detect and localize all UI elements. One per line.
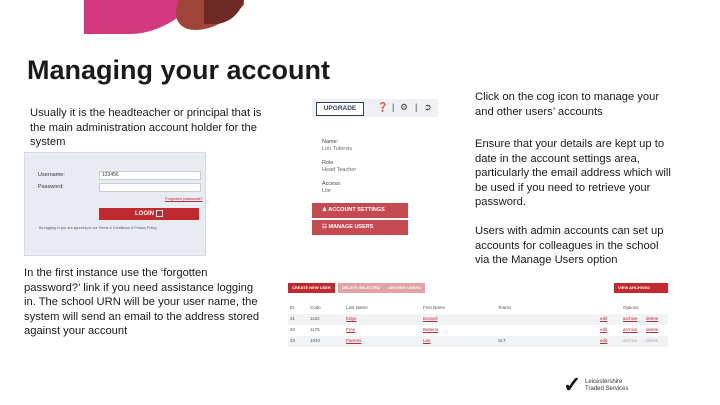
decorative-corner-art: [84, 0, 244, 34]
details-instruction-text: Ensure that your details are kept up to date in the account settings area, particularly the email address which will be used if you need to retrieve your password.: [475, 138, 671, 208]
manage-users-button[interactable]: ☷ MANAGE USERS: [312, 220, 408, 235]
password-label: Password:: [38, 184, 64, 190]
dark-shape: [204, 0, 244, 24]
edit-link[interactable]: edit: [600, 316, 608, 321]
view-archived-button[interactable]: VIEW ARCHIVED USERS: [614, 283, 668, 293]
upgrade-button[interactable]: UPGRADE: [316, 102, 364, 116]
col-header: Teams: [498, 305, 512, 310]
table-row: 31 1162 Edge Bossell edit archive delete: [288, 314, 668, 325]
name-value: Lou Tutorvis: [322, 146, 352, 152]
delete-link[interactable]: delete: [646, 327, 659, 332]
account-menu-screenshot: [312, 99, 440, 239]
col-header[interactable]: Code: [310, 305, 321, 310]
delete-selected-button[interactable]: DELETE SELECTED: [338, 283, 384, 293]
login-button-label: LOGIN: [135, 211, 154, 217]
help-icon[interactable]: ❓: [377, 102, 389, 112]
tick-icon: ✓: [563, 372, 582, 397]
table-row: 33 1040 Parents Lee SLT edit archive delete: [288, 336, 668, 347]
role-value: Head Teacher: [322, 167, 357, 173]
account-settings-button[interactable]: ♟ ACCOUNT SETTINGS: [312, 203, 408, 218]
account-settings-label: ACCOUNT SETTINGS: [328, 207, 385, 213]
table-row: 32 1175 Free Belteria edit archive delete: [290, 327, 659, 332]
create-user-button[interactable]: CREATE NEW USER: [288, 283, 335, 293]
leicestershire-logo: [563, 374, 663, 396]
col-header[interactable]: Last Name: [346, 305, 368, 310]
divider: |: [392, 102, 395, 112]
archive-users-button[interactable]: ARCHIVE USERS: [384, 283, 425, 293]
admin-instruction-text: Users with admin accounts can set up accounts for colleagues in the school via the Manage Users option: [475, 225, 664, 266]
cog-instruction-text: Click on the cog icon to manage your and other users’ accounts: [475, 91, 660, 118]
intro-text: Usually it is the headteacher or principal that is the main administration account holder for the system: [30, 107, 262, 148]
logo-line-1: Leicestershire: [585, 379, 623, 385]
login-button[interactable]: [99, 208, 199, 220]
delete-link[interactable]: delete: [646, 338, 659, 343]
archive-link[interactable]: archive: [623, 327, 638, 332]
access-value: Lite: [322, 188, 331, 194]
access-label: Access:: [322, 181, 342, 187]
account-topbar: [312, 99, 438, 117]
col-header: ID: [290, 305, 295, 310]
divider: |: [415, 102, 418, 112]
username-label: Username:: [38, 172, 65, 178]
cog-icon[interactable]: ⚙: [400, 102, 409, 112]
delete-link[interactable]: delete: [646, 316, 659, 321]
login-icon: [156, 210, 163, 217]
archive-link[interactable]: archive: [623, 338, 638, 343]
first-instance-text: In the first instance use the ‘forgotten password?’ link if you need assistance logging in. The school URN will be your user name, the system will send an email to the address stored against your account: [24, 267, 260, 337]
password-field[interactable]: [99, 183, 201, 192]
logout-icon[interactable]: ➲: [424, 102, 432, 112]
col-header[interactable]: First Name: [423, 305, 446, 310]
slide-title: Managing your account: [27, 55, 331, 85]
name-label: Name:: [322, 139, 339, 145]
manage-users-label: MANAGE USERS: [328, 224, 374, 230]
col-header: Options: [623, 305, 639, 310]
forgotten-password-link[interactable]: Forgotten password?: [165, 196, 203, 201]
edit-link[interactable]: edit: [600, 327, 608, 332]
logo-line-2: Traded Services: [585, 386, 629, 392]
users-table-screenshot: [288, 283, 668, 348]
login-screenshot: [24, 152, 206, 256]
username-field[interactable]: 123456: [99, 171, 201, 180]
legal-text: By logging in you are agreeing to our Terms & Conditions & Privacy Policy: [39, 226, 157, 230]
role-label: Role:: [322, 160, 335, 166]
archive-link[interactable]: archive: [623, 316, 638, 321]
edit-link[interactable]: edit: [600, 338, 608, 343]
